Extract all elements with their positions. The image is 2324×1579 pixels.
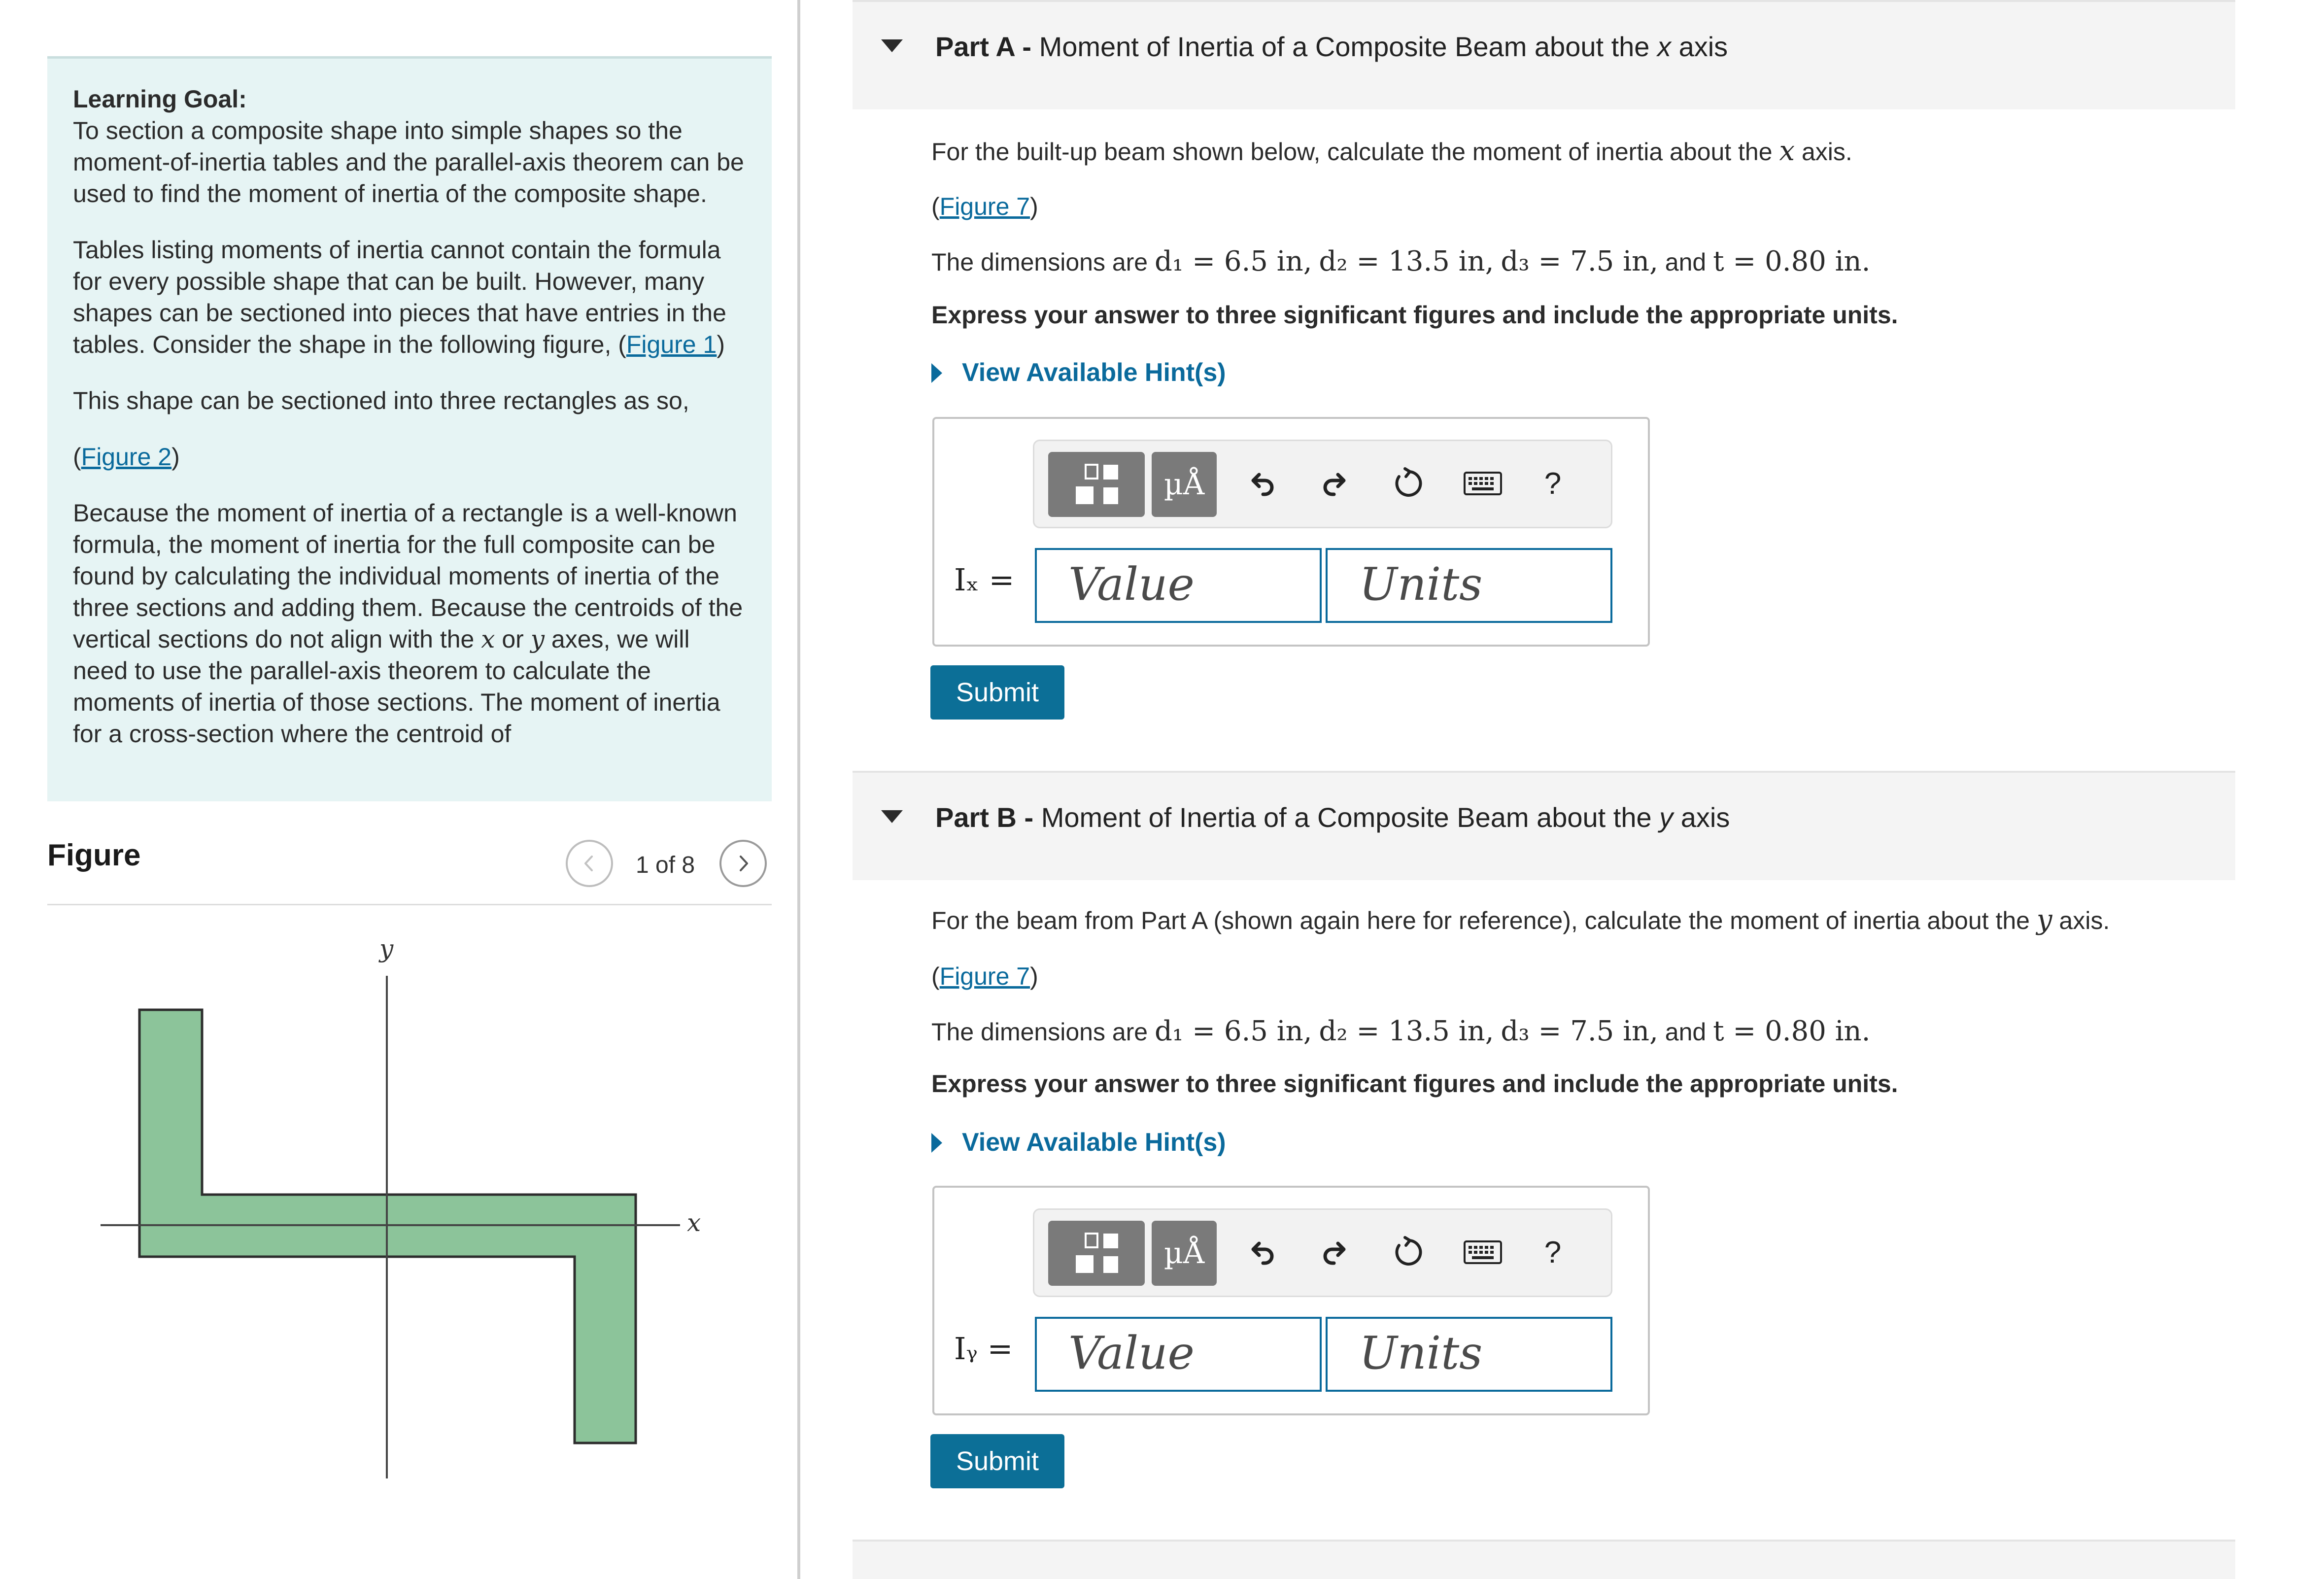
learning-goal-title: Learning Goal:	[73, 85, 247, 113]
dimensions-intro: The dimensions are	[931, 1018, 1148, 1046]
next-figure-button[interactable]	[719, 840, 767, 887]
variable-label: Iᵧ =	[954, 1331, 1013, 1367]
keyboard-icon[interactable]	[1463, 1233, 1503, 1272]
question-text-end: axis.	[2059, 907, 2110, 934]
part-b-figure-ref: (Figure 7)	[931, 962, 1038, 990]
learning-goal-intro	[73, 83, 746, 209]
question-text: For the beam from Part A (shown again here for reference), calculate the moment of inertia about the	[931, 907, 2030, 934]
part-a-label: Part A -	[935, 31, 1031, 62]
part-a-dimensions	[931, 245, 1870, 277]
redo-icon[interactable]	[1316, 1233, 1356, 1272]
help-button[interactable]: ?	[1544, 1235, 1562, 1270]
part-b-label: Part B -	[935, 802, 1034, 833]
panel-divider[interactable]	[797, 0, 800, 1579]
part-a-header[interactable]	[853, 0, 2235, 109]
part-b-title-text: Moment of Inertia of a Composite Beam about the	[1041, 802, 1652, 833]
hint-label: View Available Hint(s)	[962, 358, 1226, 387]
part-a-hints-toggle[interactable]	[931, 358, 1226, 387]
part-a-figure-ref: (Figure 7)	[931, 193, 1038, 220]
paragraph-text: or	[502, 625, 524, 653]
dimensions-intro: The dimensions are	[931, 248, 1148, 276]
dimension-d3: d₃ = 7.5 in,	[1501, 245, 1658, 277]
figure-7-link[interactable]: Figure 7	[939, 193, 1030, 220]
question-axis: y	[2036, 904, 2052, 936]
figure-7-link[interactable]: Figure 7	[939, 962, 1030, 990]
dimension-d1: d₁ = 6.5 in,	[1155, 1015, 1312, 1047]
dimension-t: t = 0.80 in.	[1713, 1015, 1871, 1047]
learning-goal-text: To section a composite shape into simple shapes so the moment-of-inertia tables and the parallel-axis theorem can be used to find the moment of inertia of the composite shape.	[73, 117, 744, 207]
figure-divider	[47, 904, 772, 905]
part-b-answer-box	[932, 1186, 1650, 1415]
part-b-submit-button[interactable]: Submit	[930, 1434, 1064, 1488]
dimensions-and: and	[1665, 248, 1707, 276]
keyboard-icon[interactable]	[1463, 464, 1503, 503]
composite-beam-figure	[74, 927, 724, 1498]
units-input[interactable]: Units	[1326, 1317, 1612, 1392]
part-b-question	[931, 904, 2110, 936]
units-button[interactable]: µÅ	[1152, 1221, 1217, 1286]
part-b-title-axis: y	[1659, 802, 1674, 833]
paragraph-text: Tables listing moments of inertia cannot contain the formula for every possible shape that can be built. However, many shapes can be sectioned into pieces that have entries in the tables. Consider the shape in the following figure,	[73, 236, 726, 358]
part-b-hints-toggle[interactable]	[931, 1128, 1226, 1157]
paragraph-text: axes, we will need to use the parallel-axis theorem to calculate the moments of inertia of those sections. The moment of inertia for a cross-section where the centroid of	[73, 625, 720, 748]
reset-icon[interactable]	[1389, 1233, 1429, 1272]
part-a-title-end: axis	[1678, 31, 1728, 62]
learning-goal-paragraph-4	[73, 497, 746, 750]
figure-1-link[interactable]: Figure 1	[626, 331, 717, 358]
math-toolbar	[1033, 440, 1612, 528]
part-a-title	[935, 31, 1728, 63]
learning-goal-panel[interactable]	[47, 56, 772, 801]
learning-goal-paragraph-3	[73, 385, 746, 416]
dimension-d1: d₁ = 6.5 in,	[1155, 245, 1312, 277]
part-b-header[interactable]	[853, 771, 2235, 880]
dimension-t: t = 0.80 in.	[1713, 245, 1871, 277]
question-axis: x	[1779, 135, 1795, 167]
collapse-caret-icon[interactable]	[881, 810, 903, 823]
hint-label: View Available Hint(s)	[962, 1128, 1226, 1157]
part-b-title-end: axis	[1680, 802, 1730, 833]
value-input[interactable]: Value	[1035, 548, 1322, 623]
part-b-dimensions	[931, 1015, 1870, 1047]
dimensions-and: and	[1665, 1018, 1707, 1046]
part-b-instruction: Express your answer to three significant figures and include the appropriate units.	[931, 1070, 1898, 1098]
figure-2-link[interactable]: Figure 2	[81, 443, 172, 471]
templates-button[interactable]	[1048, 452, 1145, 517]
question-text-end: axis.	[1801, 138, 1852, 166]
templates-icon	[1048, 1221, 1145, 1286]
chevron-left-icon	[580, 854, 599, 873]
part-a-submit-button[interactable]: Submit	[930, 665, 1064, 720]
help-button[interactable]: ?	[1544, 466, 1562, 501]
part-a-instruction: Express your answer to three significant figures and include the appropriate units.	[931, 301, 1898, 329]
templates-button[interactable]	[1048, 1221, 1145, 1286]
part-c-header[interactable]	[853, 1540, 2235, 1579]
value-input[interactable]: Value	[1035, 1317, 1322, 1392]
part-a-question	[931, 135, 1852, 167]
undo-icon[interactable]	[1241, 464, 1281, 503]
paragraph-text: This shape can be sectioned into three rectangles as so,	[73, 387, 689, 414]
figure-counter: 1 of 8	[636, 852, 695, 878]
dimension-d3: d₃ = 7.5 in,	[1501, 1015, 1658, 1047]
reset-icon[interactable]	[1389, 464, 1429, 503]
math-y: y	[530, 625, 545, 653]
part-a-title-axis: x	[1657, 31, 1672, 62]
learning-goal-paragraph-figure2: (Figure 2)	[73, 443, 180, 471]
y-axis-label: y	[379, 934, 394, 963]
undo-icon[interactable]	[1241, 1233, 1281, 1272]
units-input[interactable]: Units	[1326, 548, 1612, 623]
part-b-title	[935, 801, 1730, 833]
previous-figure-button[interactable]	[566, 840, 613, 887]
dimension-d2: d₂ = 13.5 in,	[1319, 245, 1494, 277]
collapse-caret-icon[interactable]	[881, 39, 903, 52]
x-axis-label: x	[687, 1208, 701, 1237]
part-a-title-text: Moment of Inertia of a Composite Beam about the	[1039, 31, 1650, 62]
learning-goal-paragraph-2: Tables listing moments of inertia cannot contain the formula for every possible shape that can be built. However, many shapes can be sectioned into pieces that have entries in the tables. Consider the shape in the following figure, (Figure 1)	[73, 236, 726, 358]
chevron-right-icon	[733, 854, 753, 873]
expand-triangle-icon	[931, 1133, 942, 1153]
redo-icon[interactable]	[1316, 464, 1356, 503]
part-a-answer-box	[932, 417, 1650, 647]
units-button[interactable]: µÅ	[1152, 452, 1217, 517]
math-toolbar	[1033, 1208, 1612, 1297]
paragraph-text: Because the moment of inertia of a rectangle is a well-known formula, the moment of inertia for the full composite can be found by calculating the individual moments of inertia of the three sections and adding them. Because the centroids of the vertical sections do not align with the	[73, 499, 743, 653]
templates-icon	[1048, 452, 1145, 517]
variable-label: Iₓ =	[954, 562, 1015, 598]
figure-heading: Figure	[47, 838, 141, 872]
question-text: For the built-up beam shown below, calculate the moment of inertia about the	[931, 138, 1773, 166]
math-x: x	[481, 625, 495, 653]
expand-triangle-icon	[931, 363, 942, 383]
dimension-d2: d₂ = 13.5 in,	[1319, 1015, 1494, 1047]
